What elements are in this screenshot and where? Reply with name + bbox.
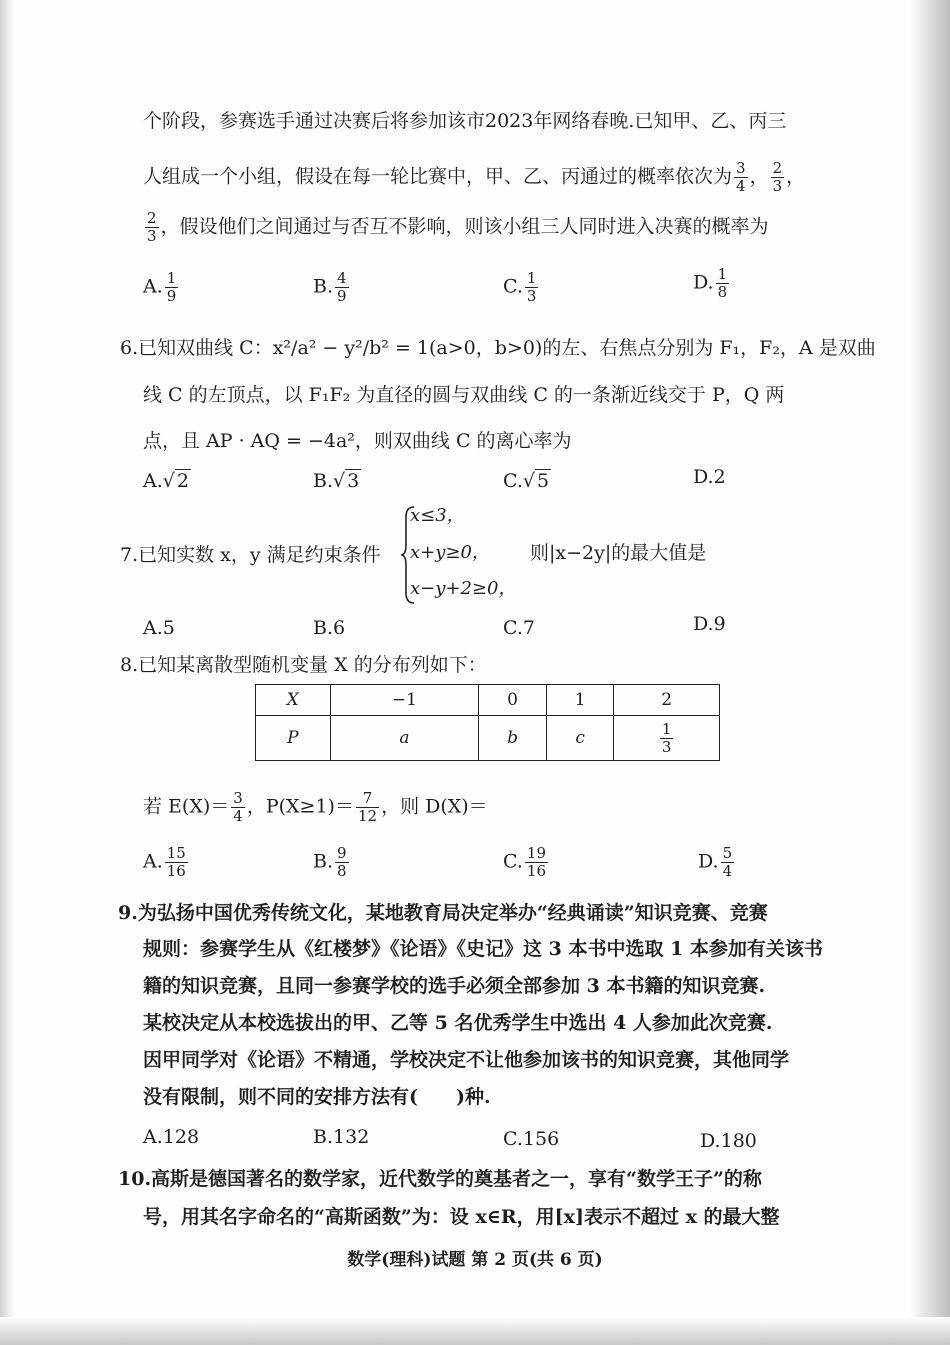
q8-option-d [698,845,736,880]
q7-constraint-3: x−y+2≥0， [410,578,517,599]
option-value: 132 [333,1126,370,1148]
option-label: A. [143,470,163,492]
frac-num: 3 [233,789,243,807]
option-value: 180 [720,1130,757,1152]
q8-option-a [143,845,190,880]
q9-line-5: 因甲同学对《论语》不精通，学校决定不让他参加该书的知识竞赛，其他同学 [143,1049,790,1071]
option-label: D. [693,466,714,488]
q9-line-6: 没有限制，则不同的安排方法有( )种. [143,1086,491,1108]
table-cell: X [256,685,331,716]
q6-line-2: 线 C 的左顶点，以 F₁F₂ 为直径的圆与双曲线 C 的一条渐近线交于 P，Q 两 [143,384,785,406]
scan-shadow-left [0,0,14,1345]
option-value: 6 [333,617,346,639]
q5-comma: ， [786,165,806,188]
option-label: A. [143,1126,163,1148]
option-label: B. [313,470,334,492]
option-frac [525,270,539,305]
frac-num: 2 [772,159,783,177]
option-label: B. [313,617,334,639]
option-frac [716,266,730,301]
q5-line-2-text: 人组成一个小组，假设在每一轮比赛中，甲、乙、丙通过的概率依次为 [143,165,733,188]
option-label: B. [313,275,334,298]
sqrt-icon: √ [333,470,346,492]
option-frac [525,845,548,880]
frac-den: 3 [147,227,157,245]
q9-option-c [503,1126,559,1152]
q10-line-2: 号，用其名字命名的“高斯函数”为：设 x∈R，用[x]表示不超过 x 的最大整 [143,1206,780,1228]
q8-expectation [231,790,245,825]
option-value: 2 [713,466,726,488]
table-cell: 2 [614,685,720,716]
q8-condition [143,790,488,825]
option-value: 7 [522,617,535,639]
option-label: D. [698,850,719,873]
frac-num: 9 [337,844,347,862]
cell-frac [660,721,674,756]
scan-shadow-right [910,0,950,1345]
table-cell: b [479,716,547,761]
q9-line-4: 某校决定从本校选拔出的甲、乙等 5 名优秀学生中选出 4 人参加此次竞赛. [143,1012,773,1034]
option-value: 2 [176,470,189,492]
q5-line-2 [143,160,805,195]
q7-stem-post: 则|x−2y|的最大值是 [530,542,707,564]
option-label: C. [503,275,523,298]
table-cell [614,716,720,761]
option-label: B. [313,1126,334,1148]
frac-num: 19 [526,844,546,862]
q7-option-d [693,611,726,637]
q5-prob-yi [771,160,785,195]
frac-num: 15 [166,844,186,862]
table-cell: 0 [479,685,547,716]
frac-den: 4 [722,862,733,880]
option-label: D. [693,271,714,294]
q5-line-1: 个阶段，参赛选手通过决赛后将参加该市2023年网络春晚.已知甲、乙、丙三 [143,110,787,132]
option-label: C. [503,850,523,873]
frac-den: 12 [357,807,378,825]
distribution-table [255,684,720,761]
frac-num: 7 [356,790,379,808]
option-label: A. [143,850,163,873]
q5-option-a [143,270,180,305]
option-label: C. [503,1128,523,1150]
q7-option-a [143,615,175,641]
frac-den: 9 [337,287,347,305]
option-value: 9 [713,613,726,635]
q5-line-3 [143,210,769,245]
q9-line-2: 规则：参赛学生从《红楼梦》《论语》《史记》这 3 本书中选取 1 本参加有关该书 [143,938,823,960]
frac-den: 16 [526,862,546,880]
q9-line-3: 籍的知识竞赛，且同一参赛学校的选手必须全部参加 3 本书籍的知识竞赛. [143,975,766,997]
q7-option-c [503,615,535,641]
frac-num: 1 [717,265,728,283]
q6-option-d [693,464,726,490]
option-label: D. [693,613,714,635]
q5-prob-jia [734,160,748,195]
table-row [256,716,720,761]
table-cell: c [546,716,613,761]
option-frac [721,845,735,880]
q8-option-c [503,845,550,880]
option-label: C. [503,617,523,639]
q7-option-b [313,615,345,641]
q8-intro: 8.已知某离散型随机变量 X 的分布列如下： [120,654,487,676]
table-cell: −1 [330,685,478,716]
q9-option-d [700,1128,757,1154]
frac-num: 1 [526,269,537,287]
scan-shadow-bottom [0,1317,950,1345]
frac-den: 9 [166,287,177,305]
q8-cond-post: ，则 D(X)＝ [381,795,488,818]
option-label: C. [503,470,523,492]
option-value: 3 [347,470,360,492]
q5-sep: ， [749,165,769,188]
q6-option-c [503,468,551,494]
frac-den: 4 [736,177,746,195]
q6-option-b [313,468,361,494]
q8-cond-pre: 若 E(X)＝ [143,795,230,818]
frac-den: 3 [772,177,783,195]
q10-line-1: 10.高斯是德国著名的数学家，近代数学的奠基者之一，享有“数学王子”的称 [118,1168,762,1190]
q5-option-c [503,270,540,305]
q5-option-b [313,270,351,305]
option-value: 5 [162,617,175,639]
q9-option-b [313,1124,369,1150]
table-cell: 1 [546,685,613,716]
frac-num: 2 [147,209,157,227]
option-value: 5 [537,470,550,492]
q6-line-1: 6.已知双曲线 C：x²/a² − y²/b² = 1(a>0，b>0)的左、右焦点分别为 F₁，F₂，A 是双曲 [120,337,876,359]
q8-cond-mid: ，P(X≥1)＝ [246,795,354,818]
frac-den: 3 [526,287,537,305]
frac-den: 16 [166,862,186,880]
q9-option-a [143,1124,199,1150]
q8-option-b [313,845,351,880]
q6-line-3: 点，且 AP · AQ = −4a²，则双曲线 C 的离心率为 [143,430,572,452]
q7-stem-pre: 7.已知实数 x，y 满足约束条件 [120,544,381,566]
q5-option-d [693,266,731,301]
frac-num: 1 [661,719,672,738]
option-value: 128 [162,1126,200,1148]
table-row [256,685,720,716]
option-frac [165,270,179,305]
frac-num: 3 [736,159,746,177]
q7-constraint-2: x+y≥0， [410,542,490,563]
option-frac [335,845,349,880]
option-label: A. [143,617,163,639]
q8-probability [356,790,379,825]
option-frac [335,270,349,305]
q9-line-1: 9.为弘扬中国优秀传统文化，某地教育局决定举办“经典诵读”知识竞赛、竞赛 [118,902,768,924]
frac-den: 8 [717,283,728,301]
frac-num: 5 [722,844,733,862]
frac-den: 3 [661,737,672,756]
option-frac [165,845,188,880]
table-cell: a [330,716,478,761]
table-cell: P [256,716,331,761]
option-label: A. [143,275,163,298]
frac-num: 1 [166,269,177,287]
q7-constraint-1: x≤3， [410,505,465,526]
frac-num: 4 [337,269,347,287]
frac-den: 4 [233,807,243,825]
option-value: 156 [522,1128,560,1150]
q5-prob-bing [145,210,159,245]
option-label: B. [313,850,334,873]
sqrt-icon: √ [522,470,536,492]
page-footer: 数学(理科)试题 第 2 页(共 6 页) [347,1250,603,1270]
option-label: D. [700,1130,721,1152]
frac-den: 8 [337,862,347,880]
sqrt-icon: √ [162,470,175,492]
q5-line-3-text: ，假设他们之间通过与否互不影响，则该小组三人同时进入决赛的概率为 [160,215,769,238]
q6-option-a [143,468,191,494]
